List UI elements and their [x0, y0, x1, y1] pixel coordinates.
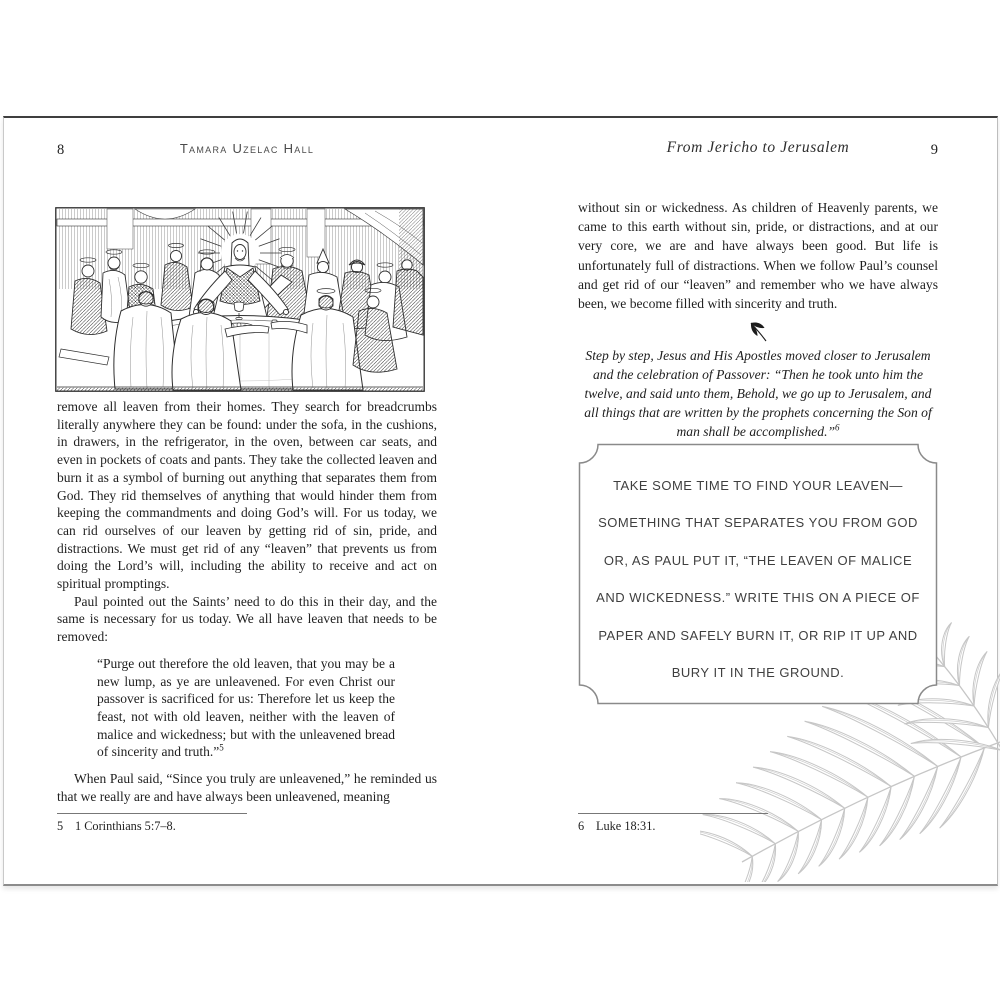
italic-quote-text: Step by step, Jesus and His Apostles moved closer to Jerusalem and the celebration of Passover: “Then he took unto him the twelve, and said unto them, Behold, we go up to Jerusalem, and all things that are written by the prophets concerning the Son of man shall be accomplished.”: [584, 348, 932, 439]
last-supper-illustration: [55, 207, 425, 392]
footnote-number: 5: [57, 819, 64, 833]
right-page-body: [578, 198, 938, 313]
left-page-number: 8: [57, 142, 65, 158]
footnote-number: 6: [578, 819, 585, 833]
activity-box: [578, 443, 938, 705]
activity-line: AND WICKEDNESS.” WRITE THIS ON A PIECE OF: [596, 590, 920, 606]
ornament-row: [578, 320, 938, 349]
left-running-header: Tamara Uzelac Hall: [179, 141, 315, 156]
right-page-number: 9: [930, 142, 938, 158]
body-paragraph: without sin or wickedness. As children of Heavenly parents, we came to this earth without sin, pride, or distractions, and at our very core, we are and have always been good. But life is unfortunately full of distractions. When we follow Paul’s counsel and get rid of our “leaven” and remember who we have always been, we become filled with sincerity and truth.: [578, 200, 938, 312]
activity-line: OR, AS PAUL PUT IT, “THE LEAVEN OF MALICE: [603, 552, 913, 568]
footnote-text: 1 Corinthians 5:7–8.: [75, 819, 176, 833]
footnote-marker: 6: [835, 422, 840, 433]
left-footnote: [57, 813, 437, 834]
right-footnote: [578, 813, 958, 834]
body-paragraph: remove all leaven from their homes. They search for breadcrumbs literally anywhere they can be found: under the sofa, in the cushions, in drawers, in the refrigerator, in the oven, between car seats, and even in pockets of coats and pants. They take the collected leaven and burn it as a symbol of burning out anything that separates them from God. They rid themselves of anything that would hinder them from keeping the commandments and doing God’s will. For us today, we can rid ourselves of our leaven by getting rid of sin, pride, and distractions. We must get rid of any “leaven” that prevents us from doing the Lord’s will, including the ability to receive and act on spiritual promptings.: [57, 399, 437, 592]
activity-line: PAPER AND SAFELY BURN IT, OR RIP IT UP AND: [598, 627, 918, 643]
footnote-marker: 5: [219, 742, 224, 753]
footnote-rule: [578, 813, 768, 814]
footnote-rule: [57, 813, 247, 814]
body-paragraph: When Paul said, “Since you truly are unleavened,” he reminded us that we really are and have always been unleavened, meaning: [57, 771, 437, 804]
activity-line: SOMETHING THAT SEPARATES YOU FROM GOD: [598, 515, 918, 531]
blockquote-text: “Purge out therefore the old leaven, that you may be a new lump, as ye are unleavened. For even Christ our passover is sacrificed for us: Therefore let us keep the feast, not with old leaven, neither with the leaven of malice and wickedness; but with the unleavened bread of sincerity and truth.”: [97, 655, 395, 760]
left-page-body: [57, 398, 437, 805]
footnote-text: Luke 18:31.: [596, 819, 656, 833]
activity-line: TAKE SOME TIME TO FIND YOUR LEAVEN—: [613, 478, 903, 493]
scripture-blockquote: [97, 655, 395, 761]
leaf-sprig-icon: [747, 320, 769, 344]
body-paragraph: Paul pointed out the Saints’ need to do this in their day, and the same is necessary for us today. We all have leaven that needs to be removed:: [57, 593, 437, 645]
activity-box-text: [592, 467, 924, 691]
right-running-header: From Jericho to Jerusalem: [666, 139, 850, 156]
scripture-italic-quote: [576, 346, 940, 441]
activity-line: BURY IT IN THE GROUND.: [671, 665, 845, 681]
